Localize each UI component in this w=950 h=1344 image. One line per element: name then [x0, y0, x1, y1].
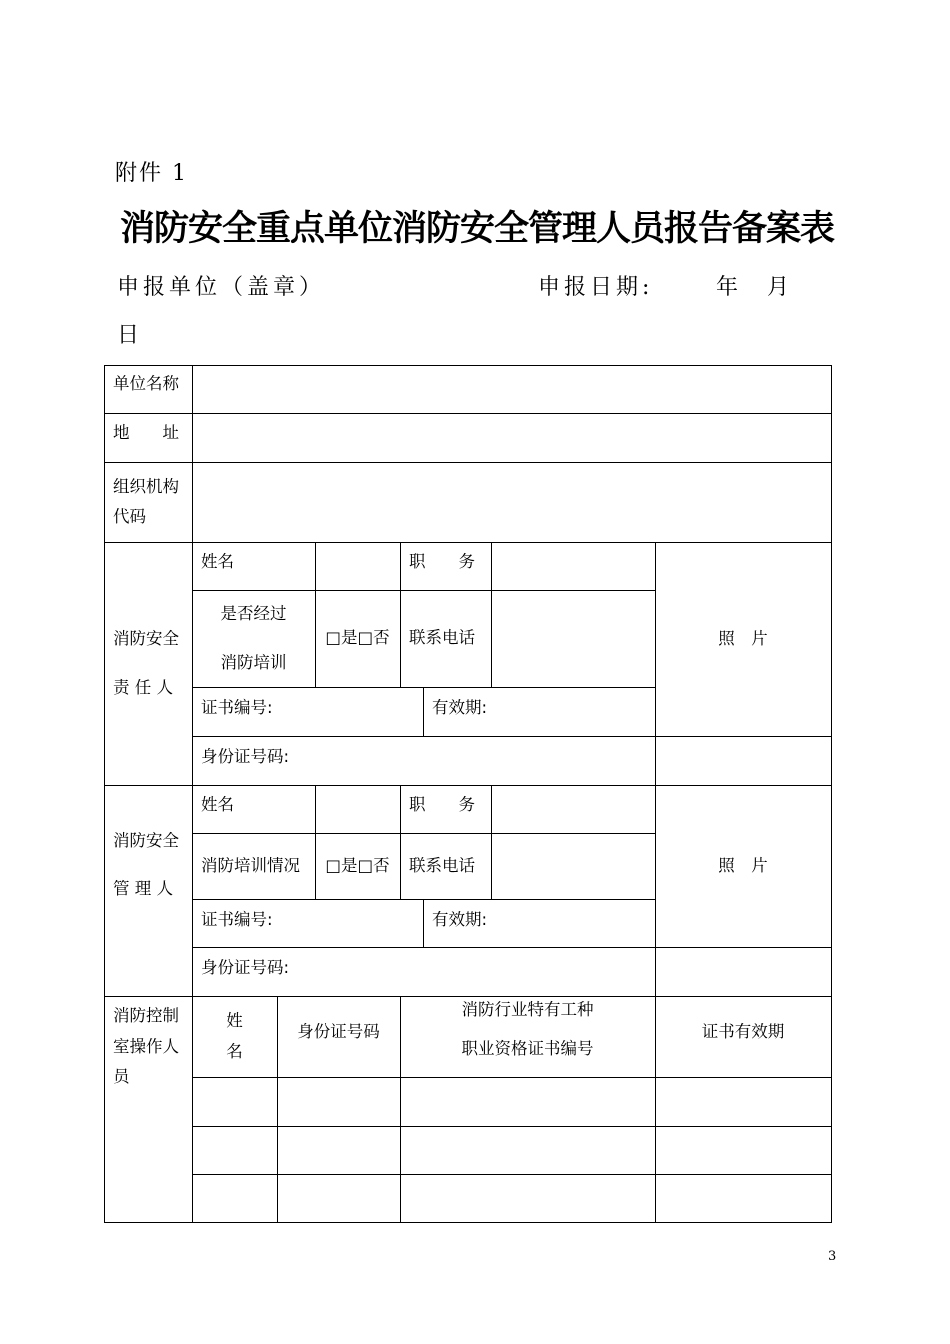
mgr-yes-no-checkbox[interactable]: □是□否 [325, 855, 390, 875]
resp-phone-label: 联系电话 [409, 628, 475, 648]
mgr-phone-label: 联系电话 [409, 855, 475, 875]
operator-line-3: 员 [113, 1067, 130, 1086]
mgr-person-line-2: 管 理 人 [113, 879, 173, 898]
resp-person-line-2: 责 任 人 [113, 677, 173, 697]
table-border-right [831, 365, 832, 1223]
mgr-person-line-1: 消防安全 [113, 830, 179, 850]
col-valid-header: 证书有效期 [701, 1022, 785, 1042]
mgr-cert-no-label: 证书编号: [201, 909, 273, 929]
table-divider [491, 785, 492, 899]
col-cert-line-2: 职业资格证书编号 [461, 1038, 594, 1058]
org-code-line-2: 代码 [113, 507, 146, 526]
address-label: 地 址 [113, 422, 179, 442]
mgr-position-label: 职 务 [409, 794, 475, 814]
resp-name-label: 姓名 [201, 551, 234, 571]
table-border-left [104, 365, 105, 1223]
table-divider [423, 687, 424, 736]
operator-line-1: 消防控制 [113, 1006, 179, 1025]
resp-yes-no-checkbox[interactable]: □是□否 [325, 628, 390, 648]
resp-id-no-label: 身份证号码: [201, 746, 290, 766]
unit-name-label: 单位名称 [113, 373, 179, 393]
table-divider [104, 462, 832, 463]
mgr-id-no-label: 身份证号码: [201, 957, 290, 977]
resp-trained-line-1: 是否经过 [220, 604, 287, 623]
col-id-header: 身份证号码 [297, 1022, 380, 1042]
col-cert-header [400, 996, 655, 1099]
table-divider [400, 542, 401, 687]
org-code-line-1: 组织机构 [113, 476, 179, 496]
col-name-header [192, 996, 277, 1077]
page-number: 3 [828, 1249, 837, 1264]
resp-person-line-1: 消防安全 [113, 629, 179, 648]
resp-trained-line-2: 消防培训 [220, 652, 287, 672]
mgr-training-status-label: 消防培训情况 [201, 855, 300, 875]
resp-trained-label [192, 590, 315, 687]
operator-label [113, 1008, 179, 1086]
resp-position-label: 职 务 [409, 551, 475, 571]
month-label: 月 [767, 275, 790, 300]
mgr-validity-label: 有效期: [432, 909, 488, 929]
org-code-label [113, 462, 179, 542]
report-date-label: 申报日期: [538, 275, 654, 300]
page-title: 消防安全重点单位消防安全管理人员报告备案表 [120, 209, 835, 249]
report-unit-label: 申报单位（盖章） [117, 275, 326, 300]
table-border-bottom [104, 1222, 832, 1223]
col-cert-line-1: 消防行业特有工种 [461, 1000, 594, 1019]
year-label: 年 [716, 275, 739, 300]
attachment-label: 附件 1 [115, 161, 188, 186]
col-name-line-1: 姓 [226, 1011, 243, 1030]
table-divider [192, 365, 193, 1223]
mgr-name-label: 姓名 [201, 794, 234, 814]
table-border-top [104, 365, 832, 366]
table-divider [423, 899, 424, 947]
table-divider [192, 1174, 832, 1175]
resp-photo-placeholder: 照 片 [718, 628, 768, 648]
table-divider [491, 542, 492, 687]
col-name-line-2: 名 [226, 1041, 243, 1061]
table-divider [104, 413, 832, 414]
resp-cert-no-label: 证书编号: [201, 697, 273, 717]
day-label: 日 [117, 323, 140, 348]
table-divider [400, 785, 401, 899]
operator-line-2: 室操作人 [113, 1036, 179, 1056]
mgr-photo-placeholder: 照 片 [718, 855, 768, 875]
mgr-person-label [113, 785, 179, 945]
table-divider [192, 1126, 832, 1127]
resp-person-label [113, 542, 179, 785]
resp-validity-label: 有效期: [432, 697, 488, 717]
